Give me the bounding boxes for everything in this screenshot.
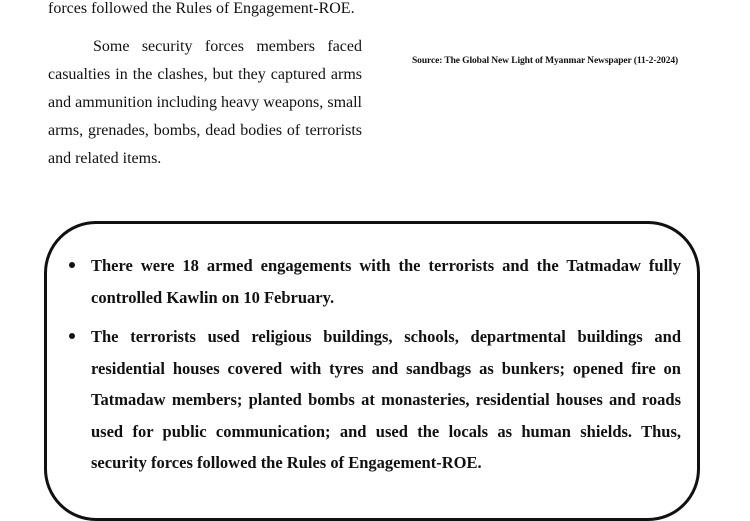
bullet-dot-icon — [69, 333, 75, 339]
bullet-item-engagements — [64, 250, 681, 313]
source-caption: Source: The Global New Light of Myanmar Newspaper (11-2-2024) — [412, 56, 679, 66]
bullet-text: There were 18 armed engagements with the terrorists and the Tatmadaw fully controlled Kawlin on 10 February. — [91, 256, 681, 307]
left-column — [48, 0, 362, 173]
casualties-paragraph: Some security forces members faced casualties in the clashes, but they captured arms and ammunition including heavy weapons, small arms, grenades, bombs, dead bodies of terrorists and related items. — [48, 38, 362, 167]
bullet-text: The terrorists used religious buildings, schools, departmental buildings and residential houses covered with tyres and sandbags as bunkers; opened fire on Tatmadaw members; planted bombs at monasteries, residential houses and roads used for public communication; and used the locals as human shields. Thus, security forces followed the Rules of Engagement-ROE. — [91, 327, 681, 472]
highlight-bullet-list — [64, 250, 681, 479]
bullet-item-bunkers — [64, 321, 681, 479]
continued-paragraph: forces followed the Rules of Engagement-ROE. — [48, 0, 355, 17]
bullet-dot-icon — [69, 262, 75, 268]
